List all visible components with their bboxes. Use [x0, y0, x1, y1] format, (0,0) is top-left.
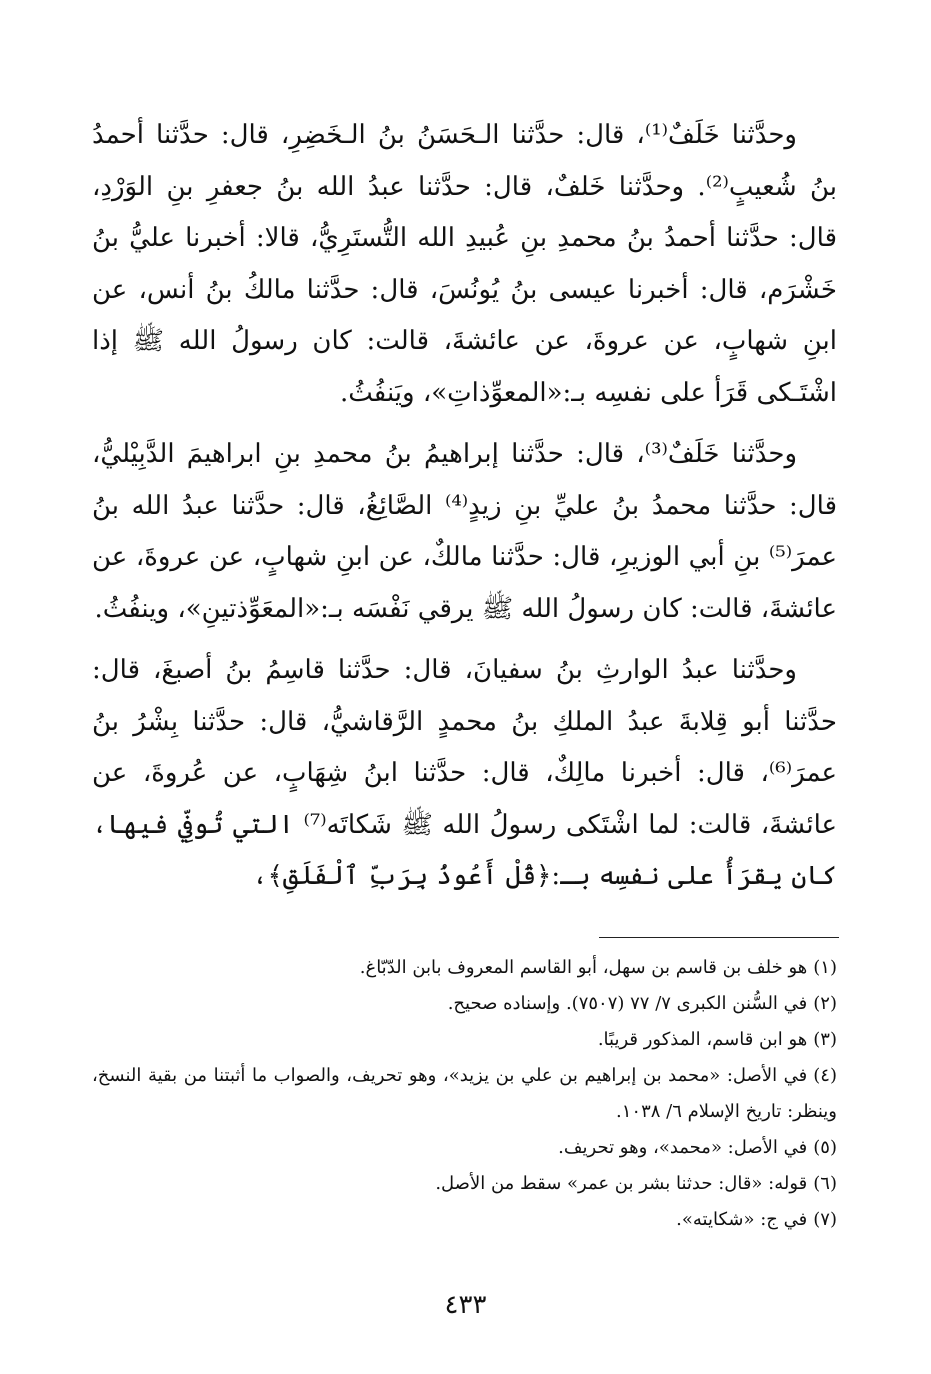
footnote-4 — [92, 1058, 837, 1130]
page-number: ٤٣٣ — [444, 1290, 487, 1320]
footnote-6 — [92, 1166, 837, 1202]
footnote-text: قوله: «قال: حدثنا بشر بن عمر» سقط من الأصل. — [435, 1173, 808, 1194]
footnote-text: هو ابن قاسم، المذكور قريبًا. — [597, 1029, 808, 1050]
footnote-number: (١) — [813, 957, 837, 978]
paragraph-2: وحدَّثنا خَلَفٌ⁽³⁾، قال: حدَّثنا إبراهيمُ بنُ محمدِ بنِ ابراهيمَ الدَّبِيْليُّ، قال: حدَّثنا محمدُ بنُ عليِّ بنِ زيدٍ⁽⁴⁾ الصَّائِغُ، قال: حدَّثنا عبدُ الله بنُ عمرَ⁽⁵⁾ بنِ أبي الوزيرِ، قال: حدَّثنا مالكٌ، عن ابنِ شهابٍ، عن عروةَ، عن عائشةَ، قالت: كان رسولُ الله ﷺ يرقي نَفْسَه بـ:«المعَوِّذتينِ»، وينفُثُ. — [92, 439, 837, 624]
footnotes — [92, 950, 837, 1238]
footnote-7 — [92, 1202, 837, 1238]
footnote-text: في الأصل: «محمد»، وهو تحريف. — [558, 1137, 808, 1158]
footnote-text: في الأصل: «محمد بن إبراهيم بن علي بن يزيد»، وهو تحريف، والصواب ما أثبتنا من بقية النسخ، وينظر: تاريخ الإسلام ٦/ ١٠٣٨. — [92, 1065, 837, 1122]
footnote-number: (٢) — [813, 993, 837, 1014]
paragraph-1: وحدَّثنا خَلَفٌ⁽¹⁾، قال: حدَّثنا الـحَسَنُ بنُ الـخَضِرِ، قال: حدَّثنا أحمدُ بنُ شُعيبٍ⁽²⁾. وحدَّثنا خَلفٌ، قال: حدَّثنا عبدُ الله بنُ جعفرِ بنِ الوَرْدِ، قال: حدَّثنا أحمدُ بنُ محمدِ بنِ عُبيدِ الله التُّستَرِيُّ، قالا: أخبرنا عليُّ بنُ خَشْرَم، قال: أخبرنا عيسى بنُ يُونُسَ، قال: حدَّثنا مالكُ بنُ أنس، عن ابنِ شهابٍ، عن عروةَ، عن عائشةَ، قالت: كان رسولُ الله ﷺ إذا اشْتَـكى قَرَأ على نفسِه بـ:«المعوِّذاتِ»، ويَنفُثُ. — [92, 120, 837, 408]
footnote-2 — [92, 986, 837, 1022]
footnote-number: (٤) — [813, 1065, 837, 1086]
footnote-text: هو خلف بن قاسم بن سهل، أبو القاسم المعروف بابن الدّبّاغ. — [359, 957, 808, 978]
footnote-separator — [599, 937, 839, 938]
footnote-number: (٣) — [813, 1029, 837, 1050]
footnote-5 — [92, 1130, 837, 1166]
main-text — [92, 110, 837, 913]
footnote-number: (٥) — [813, 1137, 837, 1158]
footnote-text: في ج: «شكايته». — [676, 1209, 808, 1230]
footnote-number: (٧) — [813, 1209, 837, 1230]
footnote-number: (٦) — [813, 1173, 837, 1194]
footnote-text: في السُّنن الكبرى ٧/ ٧٧ (٧٥٠٧). وإسناده صحيح. — [447, 993, 808, 1014]
footnote-1 — [92, 950, 837, 986]
paragraph-3: وحدَّثنا عبدُ الوارثِ بنُ سفيانَ، قال: حدَّثنا قاسِمُ بنُ أصبغَ، قال: حدَّثنا أبو قِلابةَ عبدُ الملكِ بنُ محمدٍ الرَّقاشيُّ، قال: حدَّثنا بِشْرُ بنُ عمرَ⁽⁶⁾، قال: أخبرنا مالِكٌ، قال: حدَّثنا ابنُ شِهَابٍ، عن عُروةَ، عن عائشةَ، قالت: لما اشْتَكى رسولُ الله ﷺ شَكاتَه⁽⁷⁾ التي تُوفِّي فيها، كان يقرَأُ على نفسِه بـ:﴿قُلْ أَعُوذُ بِرَبِّ ٱلْفَلَقِ﴾، — [92, 655, 838, 891]
footnote-3 — [92, 1022, 837, 1058]
